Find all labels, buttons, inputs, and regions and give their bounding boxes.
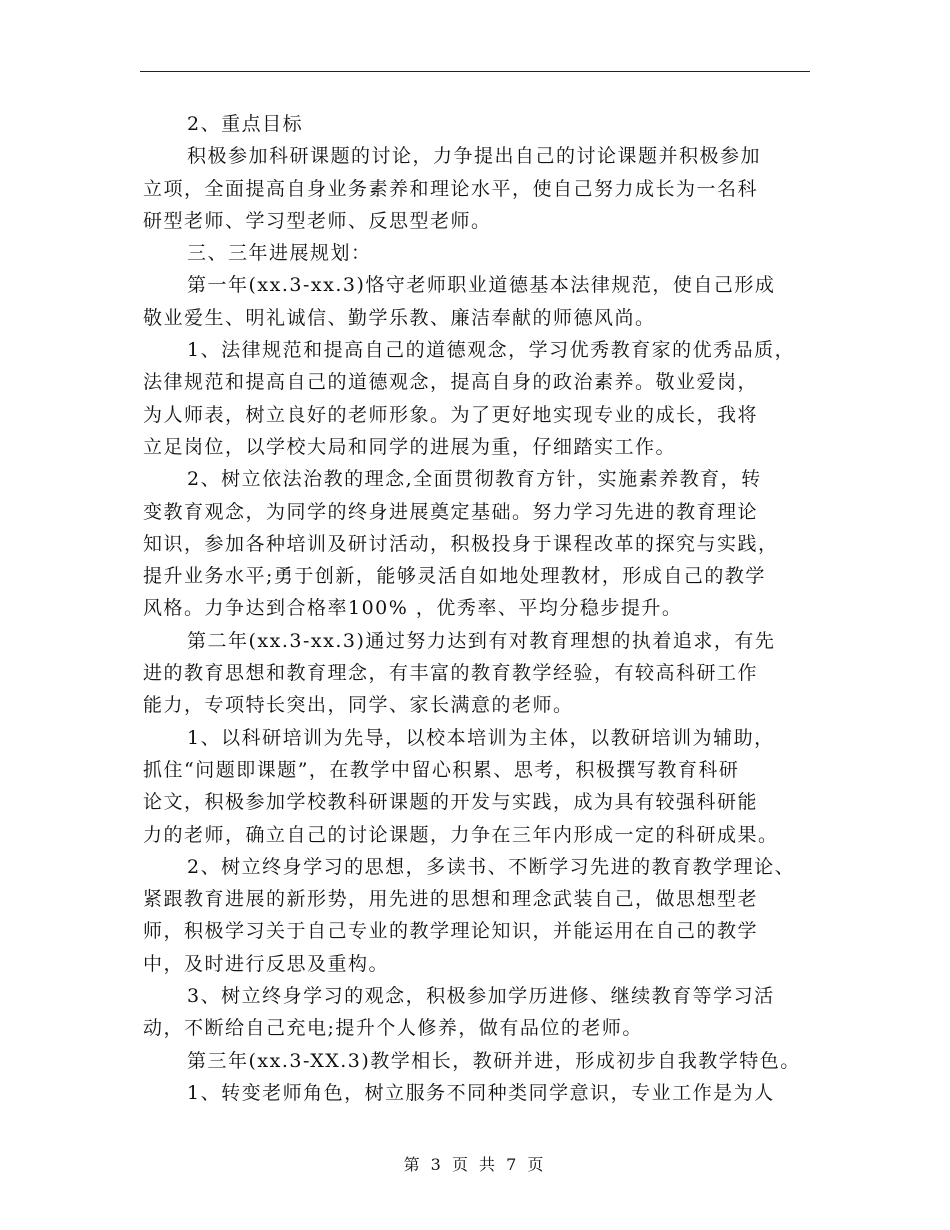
document-body <box>143 108 833 1109</box>
paragraph-first-line: 第三年(xx.3-XX.3)教学相长，教研并进，形成初步自我教学特色。 <box>187 1049 801 1072</box>
paragraph-line: 进的教育思想和教育理念，有丰富的教育教学经验，有较高科研工作 <box>143 662 759 685</box>
paragraph-line: 知识，参加各种培训及研讨活动，积极投身于课程改革的探究与实践， <box>143 532 779 555</box>
paragraph-line: 动，不断给自己充电;提升个人修养，做有品位的老师。 <box>143 1017 643 1040</box>
paragraph-line: 风格。力争达到合格率100% ，优秀率、平均分稳步提升。 <box>143 597 683 620</box>
paragraph-line: 中，及时进行反思及重构。 <box>143 952 390 975</box>
paragraph-first-line: 1、转变老师角色，树立服务不同种类同学意识，专业工作是为人 <box>187 1081 775 1104</box>
paragraph-line: 为人师表，树立良好的老师形象。为了更好地实现专业的成长，我将 <box>143 403 759 426</box>
header-rule <box>140 71 810 72</box>
paragraph-first-line: 1、法律规范和提高自己的道德观念，学习优秀教育家的优秀品质， <box>187 339 796 362</box>
paragraph-line: 论文，积极参加学校教科研课题的开发与实践，成为具有较强科研能 <box>143 791 759 814</box>
paragraph-line: 立项，全面提高自身业务素养和理论水平，使自己努力成长为一名科 <box>143 177 759 200</box>
paragraph-first-line: 三、三年进展规划： <box>187 242 372 265</box>
paragraph-line: 变教育观念，为同学的终身进展奠定基础。努力学习先进的教育理论 <box>143 500 759 523</box>
paragraph-first-line: 3、树立终身学习的观念，积极参加学历进修、继续教育等学习活 <box>187 985 775 1008</box>
paragraph-first-line: 积极参加科研课题的讨论，力争提出自己的讨论课题并积极参加 <box>187 145 762 168</box>
paragraph-line: 能力，专项特长突出，同学、家长满意的老师。 <box>143 694 574 717</box>
paragraph-line: 提升业务水平;勇于创新，能够灵活自如地处理教材，形成自己的教学 <box>143 565 766 588</box>
paragraph-line: 敬业爱生、明礼诚信、勤学乐教、廉洁奉献的师德风尚。 <box>143 306 656 329</box>
paragraph-line: 法律规范和提高自己的道德观念，提高自身的政治素养。敬业爱岗， <box>143 371 759 394</box>
paragraph-first-line: 2、树立依法治教的理念,全面贯彻教育方针，实施素养教育，转 <box>187 468 762 491</box>
paragraph-line: 紧跟教育进展的新形势，用先进的思想和理念武装自己，做思想型老 <box>143 888 759 911</box>
paragraph-first-line: 第二年(xx.3-xx.3)通过努力达到有对教育理想的执着追求，有先 <box>187 629 776 652</box>
paragraph-first-line: 2、重点目标 <box>187 113 304 135</box>
paragraph-line: 抓住“问题即课题”，在教学中留心积累、思考，积极撰写教育科研 <box>143 758 740 781</box>
paragraph-line: 立足岗位，以学校大局和同学的进展为重，仔细踏实工作。 <box>143 435 677 458</box>
paragraph-line: 研型老师、学习型老师、反思型老师。 <box>143 209 492 232</box>
paragraph-line: 师，积极学习关于自己专业的教学理论知识，并能运用在自己的教学 <box>143 920 759 943</box>
paragraph-first-line: 第一年(xx.3-xx.3)恪守老师职业道德基本法律规范，使自己形成 <box>187 274 776 297</box>
paragraph-first-line: 1、以科研培训为先导，以校本培训为主体，以教研培训为辅助， <box>187 726 775 749</box>
paragraph-first-line: 2、树立终身学习的思想，多读书、不断学习先进的教育教学理论、 <box>187 855 796 878</box>
paragraph-line: 力的老师，确立自己的讨论课题，力争在三年内形成一定的科研成果。 <box>143 823 779 846</box>
page-footer: 第 3 页 共 7 页 <box>403 1155 547 1174</box>
